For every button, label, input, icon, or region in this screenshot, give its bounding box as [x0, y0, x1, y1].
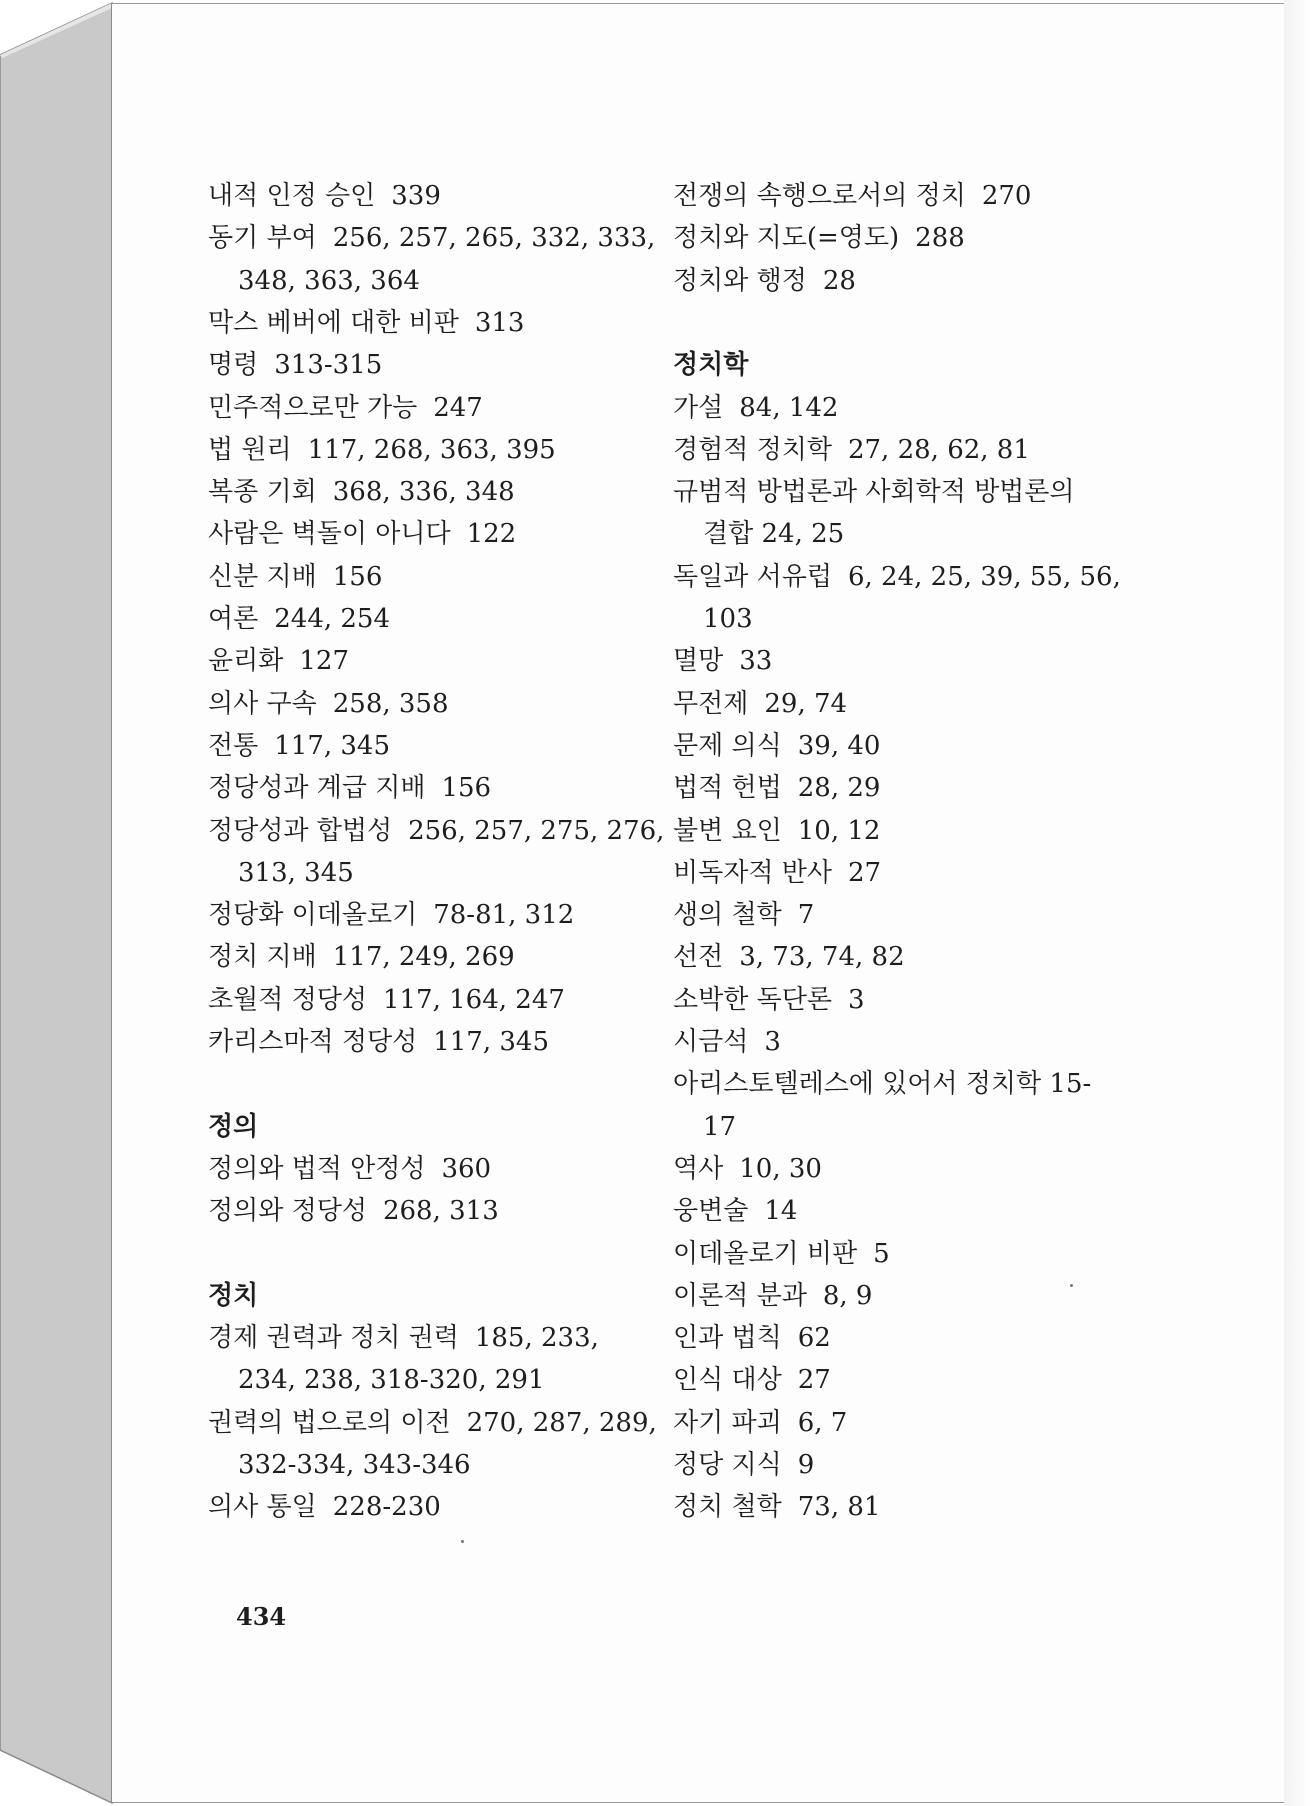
index-entry — [673, 1026, 781, 1058]
index-page-refs: 62 — [797, 1323, 831, 1354]
index-page-refs: 14 — [764, 1196, 798, 1227]
index-entry — [673, 180, 1031, 212]
index-term: 동기 부여 — [208, 223, 317, 254]
index-page-refs: 156 — [441, 773, 492, 804]
index-page-refs: 28, 29 — [797, 773, 881, 804]
index-entry — [208, 688, 449, 720]
index-page-refs: 288 — [915, 223, 965, 254]
index-page-refs: 27 — [797, 1365, 831, 1396]
index-entry — [673, 1153, 822, 1185]
index-page-refs: 117, 164, 247 — [382, 984, 565, 1015]
index-page-refs: 28 — [822, 265, 856, 296]
index-term: 민주적으로만 가능 — [208, 392, 418, 423]
index-entry — [208, 180, 441, 212]
index-term: 멸망 — [673, 646, 724, 677]
index-page-refs: 270 — [981, 181, 1032, 211]
index-term: 내적 인정 승인 — [208, 181, 376, 211]
index-term: 정치 지배 — [208, 942, 317, 973]
page-edge-shadow — [1284, 0, 1311, 1806]
index-page-refs: 117, 268, 363, 395 — [307, 434, 556, 465]
index-entry — [673, 476, 1075, 508]
index-entry — [208, 1026, 549, 1058]
index-term: 규범적 방법론과 사회학적 방법론의 — [673, 477, 1075, 508]
index-entry — [673, 1195, 797, 1227]
index-page-refs: 258, 358 — [332, 688, 449, 719]
index-entry — [673, 392, 838, 424]
index-entry — [673, 561, 1121, 593]
index-term: 전통 — [208, 730, 259, 761]
index-term: 정당성과 계급 지배 — [208, 773, 426, 804]
index-entry — [673, 645, 772, 677]
index-page-refs: 10, 12 — [797, 815, 881, 846]
index-term: 아리스토텔레스에 있어서 정치학 15- — [673, 1069, 1092, 1100]
index-page-refs: 117, 345 — [274, 730, 391, 761]
index-term: 복종 기회 — [208, 477, 317, 508]
index-entry-continuation: 103 — [703, 604, 753, 634]
index-page-refs: 5 — [873, 1238, 890, 1269]
index-entry — [673, 1322, 831, 1354]
index-page-refs: 7 — [797, 900, 815, 931]
index-term: 정치와 지도(=영도) — [673, 223, 900, 254]
index-page-refs: 268, 313 — [382, 1196, 499, 1227]
index-entry — [208, 899, 574, 931]
index-term: 시금석 — [673, 1027, 749, 1057]
index-term: 웅변술 — [673, 1196, 749, 1227]
index-page-refs: 313-315 — [274, 350, 383, 381]
index-page-refs: 10, 30 — [739, 1153, 822, 1184]
index-page-refs: 156 — [332, 561, 383, 592]
index-entry — [673, 265, 856, 297]
index-page-refs: 368, 336, 348 — [332, 477, 515, 508]
index-term: 사람은 벽돌이 아니다 — [208, 519, 451, 550]
stray-dot — [1070, 1284, 1073, 1287]
index-entry — [673, 1238, 890, 1270]
index-entry-continuation: 332-334, 343-346 — [238, 1450, 471, 1480]
index-page-refs: 270, 287, 289, — [466, 1407, 657, 1438]
index-term: 법적 헌법 — [673, 773, 782, 804]
index-entry — [673, 941, 905, 973]
index-entry-continuation: 313, 345 — [238, 857, 354, 888]
index-term: 의사 통일 — [208, 1492, 317, 1523]
index-term: 역사 — [673, 1153, 724, 1184]
index-page-refs: 9 — [797, 1450, 815, 1480]
index-entry — [208, 603, 390, 635]
index-heading: 정치학 — [673, 350, 749, 381]
index-term: 정당화 이데올로기 — [208, 900, 418, 931]
index-page-refs: 27, 28, 62, 81 — [847, 434, 1030, 465]
index-term: 비독자적 반사 — [673, 857, 832, 888]
index-entry — [208, 307, 524, 339]
index-entry — [208, 349, 382, 381]
index-entry — [208, 434, 556, 466]
index-page-refs: 117, 249, 269 — [332, 942, 515, 973]
index-entry — [673, 222, 965, 254]
index-page-refs: 3, 73, 74, 82 — [739, 942, 905, 973]
index-entry — [208, 772, 491, 804]
index-term: 문제 의식 — [673, 730, 782, 761]
index-page-refs: 256, 257, 265, 332, 333, — [332, 223, 656, 254]
index-term: 의사 구속 — [208, 688, 317, 719]
index-entry-continuation: 결합 24, 25 — [703, 519, 845, 550]
index-term: 소박한 독단론 — [673, 984, 832, 1015]
index-entry — [208, 476, 515, 508]
index-entry — [208, 941, 515, 973]
index-term: 불변 요인 — [673, 815, 782, 846]
index-term: 경제 권력과 정치 권력 — [208, 1323, 459, 1354]
index-entry — [673, 772, 880, 804]
index-term: 이론적 분과 — [673, 1280, 807, 1311]
index-term: 무전제 — [673, 688, 749, 719]
index-page-refs: 84, 142 — [739, 392, 839, 423]
index-entry — [673, 1364, 831, 1396]
index-entry — [208, 730, 390, 762]
index-term: 권력의 법으로의 이전 — [208, 1407, 451, 1438]
index-term: 독일과 서유럽 — [673, 561, 832, 592]
index-term: 정치와 행정 — [673, 265, 807, 296]
index-entry — [208, 1153, 491, 1185]
index-entry — [673, 1449, 814, 1481]
index-page-refs: 122 — [466, 519, 517, 550]
index-entry-continuation: 17 — [703, 1111, 737, 1142]
index-page-refs: 244, 254 — [274, 604, 391, 634]
index-heading: 정의 — [208, 1111, 259, 1142]
index-entry — [208, 518, 516, 550]
stray-dot — [461, 1540, 464, 1543]
index-page-refs: 33 — [739, 646, 773, 677]
index-page-refs: 3 — [847, 984, 865, 1015]
index-page-refs: 3 — [764, 1027, 781, 1057]
index-entry — [673, 899, 814, 931]
index-term: 신분 지배 — [208, 561, 317, 592]
index-entry — [208, 645, 349, 677]
index-entry — [673, 1068, 1091, 1100]
index-entry — [673, 857, 881, 889]
index-entry — [673, 984, 865, 1016]
index-term: 경험적 정치학 — [673, 434, 832, 465]
index-page-refs: 228-230 — [332, 1492, 441, 1523]
index-term: 자기 파괴 — [673, 1407, 782, 1438]
index-page-refs: 256, 257, 275, 276, — [408, 815, 665, 846]
index-term: 카리스마적 정당성 — [208, 1027, 418, 1057]
index-term: 인과 법칙 — [673, 1323, 782, 1354]
index-page-refs: 27 — [847, 857, 882, 888]
index-page-refs: 39, 40 — [797, 730, 881, 761]
index-entry — [673, 730, 880, 762]
index-page-refs: 8, 9 — [822, 1280, 873, 1311]
index-term: 가설 — [673, 392, 724, 423]
index-entry — [673, 1407, 847, 1439]
index-page-refs: 247 — [433, 392, 483, 423]
index-entry — [673, 1491, 880, 1523]
index-term: 정의와 법적 안정성 — [208, 1153, 426, 1184]
index-page-refs: 78-81, 312 — [433, 900, 575, 931]
index-term: 여론 — [208, 604, 259, 634]
index-term: 정의와 정당성 — [208, 1196, 367, 1227]
index-entry — [673, 815, 880, 847]
index-term: 윤리화 — [208, 646, 284, 677]
index-term: 정당 지식 — [673, 1450, 782, 1480]
index-page-refs: 73, 81 — [797, 1492, 881, 1523]
index-entry — [208, 1195, 499, 1227]
index-page-refs: 339 — [391, 181, 441, 211]
index-term: 법 원리 — [208, 434, 292, 465]
index-entry — [208, 1407, 657, 1439]
index-term: 초월적 정당성 — [208, 984, 367, 1015]
index-term: 정당성과 합법성 — [208, 815, 393, 846]
index-term: 막스 베버에 대한 비판 — [208, 307, 459, 338]
index-entry — [208, 1322, 599, 1354]
index-heading: 정치 — [208, 1280, 259, 1311]
index-term: 인식 대상 — [673, 1365, 782, 1396]
index-entry — [208, 222, 655, 254]
index-entry — [208, 815, 664, 847]
index-term: 선전 — [673, 942, 724, 973]
index-entry — [673, 434, 1030, 466]
index-term: 이데올로기 비판 — [673, 1238, 858, 1269]
index-term: 전쟁의 속행으로서의 정치 — [673, 181, 966, 211]
index-page-refs: 29, 74 — [764, 688, 848, 719]
index-term: 명령 — [208, 350, 259, 381]
index-page-refs: 6, 24, 25, 39, 55, 56, — [847, 561, 1121, 592]
index-page-refs: 127 — [299, 646, 349, 677]
index-page-refs: 185, 233, — [474, 1323, 599, 1354]
index-entry — [208, 1491, 441, 1523]
index-entry — [208, 984, 565, 1016]
index-entry — [673, 688, 847, 720]
index-term: 정치 철학 — [673, 1492, 782, 1523]
index-page-refs: 313 — [474, 307, 525, 338]
index-entry — [208, 561, 382, 593]
index-entry-continuation: 234, 238, 318-320, 291 — [238, 1365, 545, 1396]
index-page-refs: 360 — [441, 1153, 492, 1184]
index-entry-continuation: 348, 363, 364 — [238, 265, 420, 296]
index-entry — [673, 1280, 872, 1312]
index-page-refs: 6, 7 — [797, 1407, 848, 1438]
index-page-refs: 117, 345 — [433, 1027, 549, 1057]
index-entry — [208, 392, 483, 424]
page-number: 434 — [236, 1602, 287, 1631]
index-term: 생의 철학 — [673, 900, 782, 931]
